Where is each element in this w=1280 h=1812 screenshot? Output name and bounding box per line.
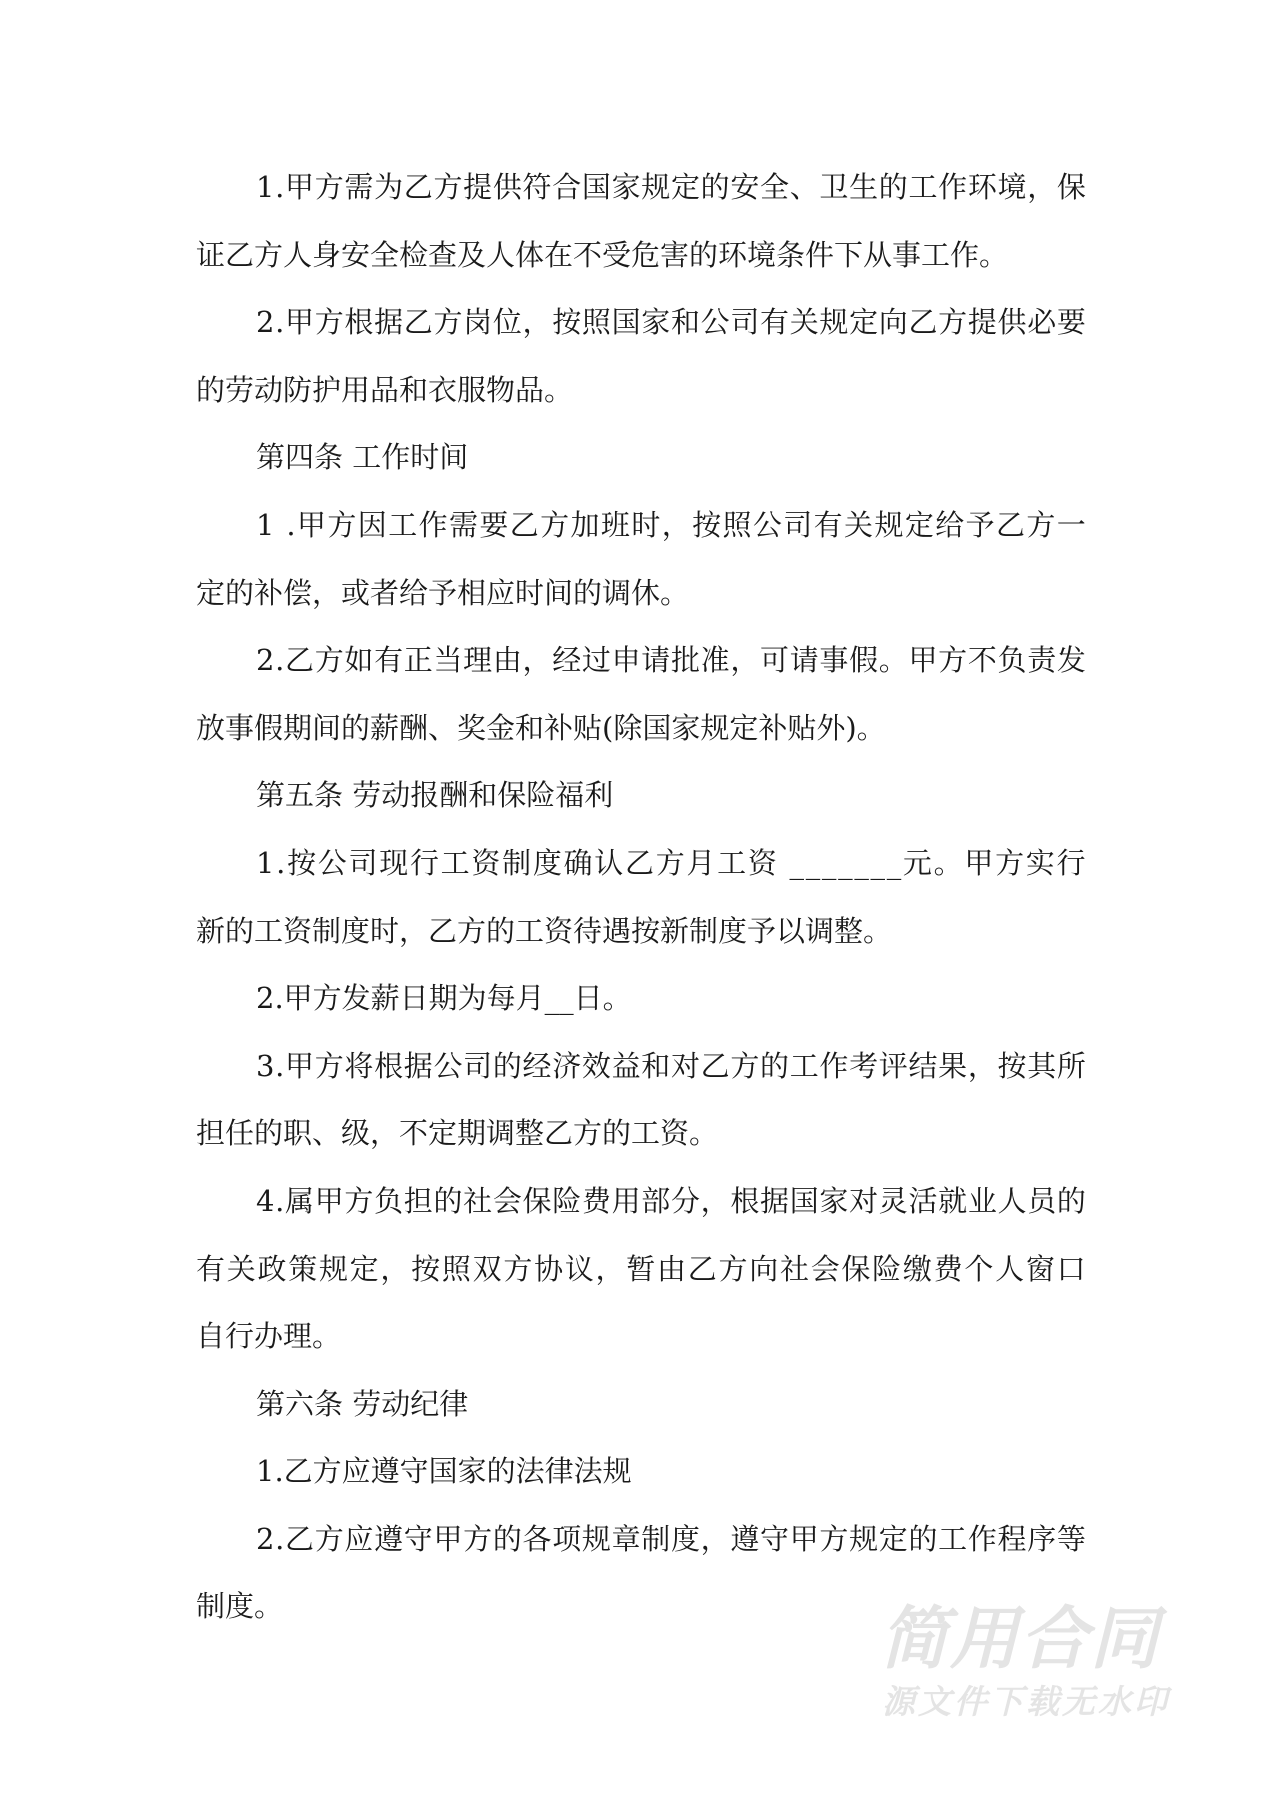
text-line: 自行办理。 [196, 1319, 342, 1354]
text-line: 制度。 [196, 1589, 284, 1624]
paragraph [196, 492, 1086, 627]
text-line: 第五条 劳动报酬和保险福利 [256, 778, 614, 813]
text-line: 1.乙方应遵守国家的法律法规 [256, 1454, 632, 1489]
paragraph [196, 424, 1086, 492]
watermark-subtitle: 源文件下载无水印 [882, 1682, 1170, 1721]
text-line: 的劳动防护用品和衣服物品。 [196, 372, 574, 407]
text-line: 证乙方人身安全检查及人体在不受危害的环境条件下从事工作。 [196, 237, 1009, 272]
paragraph [196, 965, 1086, 1033]
paragraph [196, 1033, 1086, 1168]
watermark-title: 简用合同 [880, 1600, 1161, 1679]
text-line: 2 . 甲 方 根 据 乙 方 岗 位 ， 按 照 国 家 和 公 司 有 关 规 定 向 乙 方 提 供 必 要 [256, 305, 1086, 340]
document-body [196, 154, 1086, 1641]
text-line: 3 . 甲 方 将 根 据 公 司 的 经 济 效 益 和 对 乙 方 的 工 作 考 评 结 果 ， 按 其 所 [256, 1048, 1086, 1083]
text-line: 第六条 劳动纪律 [256, 1386, 469, 1421]
paragraph [196, 1438, 1086, 1506]
text-line: 2 . 乙 方 如 有 正 当 理 由 ， 经 过 申 请 批 准 ， 可 请 事 假 。 甲 方 不 负 责 发 [256, 643, 1086, 678]
text-line: 放事假期间的薪酬、奖金和补贴(除国家规定补贴外)。 [196, 710, 886, 745]
text-line: 1 . 甲 方 因 工 作 需 要 乙 方 加 班 时 ， 按 照 公 司 有 关 规 定 给 予 乙 方 一 [256, 507, 1086, 542]
text-line: 1 . 按 公 司 现 行 工 资 制 度 确 认 乙 方 月 工 资 _ _ _ _ _ _ _ 元 。 甲 方 实 行 [256, 845, 1086, 880]
text-line: 新的工资制度时，乙方的工资待遇按新制度予以调整。 [196, 913, 893, 948]
text-line: 担任的职、级，不定期调整乙方的工资。 [196, 1116, 719, 1151]
paragraph [196, 1371, 1086, 1439]
text-line: 第四条 工作时间 [256, 440, 469, 475]
text-line: 1 . 甲 方 需 为 乙 方 提 供 符 合 国 家 规 定 的 安 全 、 卫 生 的 工 作 环 境 ， 保 [256, 170, 1086, 204]
text-line: 定的补偿，或者给予相应时间的调休。 [196, 575, 690, 610]
text-line: 2.甲方发薪日期为每月__日。 [256, 981, 632, 1016]
paragraph [196, 289, 1086, 424]
paragraph [196, 762, 1086, 830]
paragraph [196, 830, 1086, 965]
text-line: 2 . 乙 方 应 遵 守 甲 方 的 各 项 规 章 制 度 ， 遵 守 甲 方 规 定 的 工 作 程 序 等 [256, 1521, 1086, 1556]
text-line: 4 . 属 甲 方 负 担 的 社 会 保 险 费 用 部 分 ， 根 据 国 家 对 灵 活 就 业 人 员 的 [256, 1183, 1086, 1218]
text-line: 有 关 政 策 规 定 ， 按 照 双 方 协 议 ， 暂 由 乙 方 向 社 会 保 险 缴 费 个 人 窗 口 [196, 1251, 1086, 1286]
paragraph [196, 154, 1086, 289]
paragraph [196, 1168, 1086, 1371]
paragraph [196, 627, 1086, 762]
